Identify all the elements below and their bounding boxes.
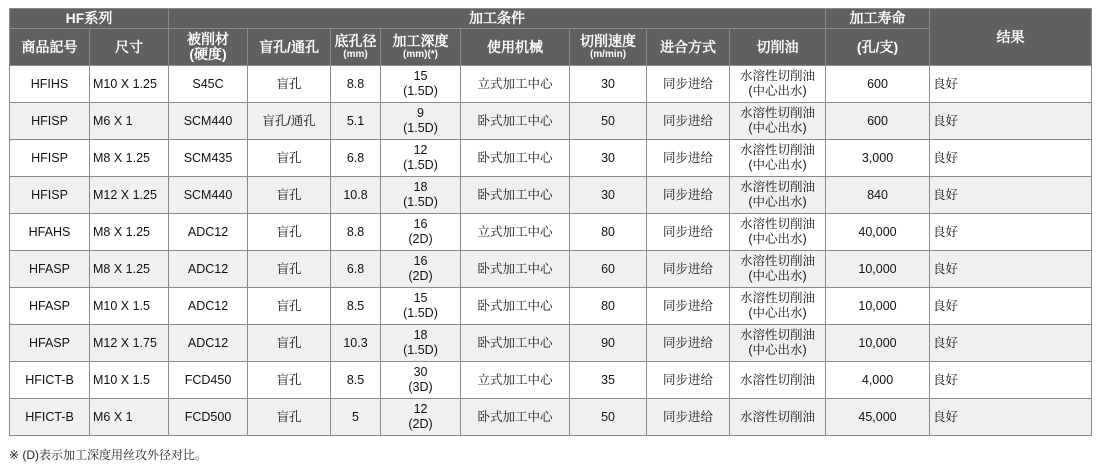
cell-result: 良好 [930, 325, 1092, 362]
cell-oil-note: (中心出水) [748, 84, 807, 98]
table-row [10, 66, 1092, 103]
cell-hole: 盲孔 [248, 177, 331, 214]
cell-material: SCM440 [169, 103, 248, 140]
cell-machine: 卧式加工中心 [461, 140, 570, 177]
cell-life: 600 [826, 103, 930, 140]
cell-material: SCM440 [169, 177, 248, 214]
header-oil: 切削油 [730, 29, 826, 66]
cell-depth [381, 140, 461, 177]
header-depth-label: 加工深度 [392, 32, 449, 49]
cell-oil-note: (中心出水) [748, 195, 807, 209]
header-speed [570, 29, 647, 66]
cell-feed: 同步进给 [647, 288, 730, 325]
cell-depth [381, 214, 461, 251]
cell-product: HFASP [10, 251, 90, 288]
cell-speed: 35 [570, 362, 647, 399]
cell-oil-note: (中心出水) [748, 158, 807, 172]
cell-feed: 同步进给 [647, 66, 730, 103]
header-size: 尺寸 [90, 29, 169, 66]
cell-speed: 80 [570, 288, 647, 325]
cell-result: 良好 [930, 103, 1092, 140]
cell-depth-value: 12 [413, 402, 428, 416]
cell-depth [381, 66, 461, 103]
cell-diameter: 5 [331, 399, 381, 436]
cell-material: FCD450 [169, 362, 248, 399]
header-speed-label: 切削速度 [580, 32, 637, 49]
cell-oil-note: (中心出水) [748, 306, 807, 320]
cell-diameter: 8.5 [331, 362, 381, 399]
cell-hole: 盲孔 [248, 66, 331, 103]
cell-size: M6 X 1 [90, 103, 169, 140]
cell-oil [730, 214, 826, 251]
table-row [10, 103, 1092, 140]
cell-oil [730, 288, 826, 325]
table-row [10, 399, 1092, 436]
cell-speed: 50 [570, 399, 647, 436]
cell-depth [381, 288, 461, 325]
cell-speed: 30 [570, 177, 647, 214]
header-group-life: 加工寿命 [826, 9, 930, 29]
cell-result: 良好 [930, 288, 1092, 325]
cell-depth-value: 12 [413, 143, 428, 157]
cell-hole: 盲孔 [248, 288, 331, 325]
footnote: ※ (D)表示加工深度用丝攻外径对比。 [9, 448, 208, 462]
header-speed-unit: (m/min) [589, 48, 627, 60]
cell-machine: 立式加工中心 [461, 362, 570, 399]
cell-depth [381, 399, 461, 436]
cell-oil-note: (中心出水) [748, 232, 807, 246]
header-machine: 使用机械 [461, 29, 570, 66]
cell-size: M12 X 1.25 [90, 177, 169, 214]
cell-oil-type: 水溶性切削油 [740, 143, 816, 157]
cell-oil-note: (中心出水) [748, 269, 807, 283]
cell-material: ADC12 [169, 214, 248, 251]
cell-material: S45C [169, 66, 248, 103]
cell-life: 840 [826, 177, 930, 214]
cell-product: HFASP [10, 325, 90, 362]
cell-hole: 盲孔 [248, 362, 331, 399]
cell-result: 良好 [930, 177, 1092, 214]
cell-machine: 卧式加工中心 [461, 399, 570, 436]
cell-oil-type: 水溶性切削油 [740, 409, 816, 424]
cell-oil-type: 水溶性切削油 [740, 254, 816, 268]
cell-depth-ratio: (1.5D) [403, 84, 438, 98]
cell-life: 4,000 [826, 362, 930, 399]
cell-result: 良好 [930, 66, 1092, 103]
cell-product: HFAHS [10, 214, 90, 251]
cell-depth-ratio: (1.5D) [403, 343, 438, 357]
cell-oil [730, 399, 826, 436]
cell-product: HFISP [10, 177, 90, 214]
cell-speed: 30 [570, 140, 647, 177]
header-product: 商品記号 [10, 29, 90, 66]
table-row [10, 140, 1092, 177]
cell-depth [381, 325, 461, 362]
cell-hole: 盲孔/通孔 [248, 103, 331, 140]
header-group-row [10, 9, 1092, 29]
cell-depth [381, 103, 461, 140]
cell-depth-value: 18 [413, 180, 428, 194]
header-diameter-unit: (mm) [343, 48, 368, 60]
cell-oil-note: (中心出水) [748, 121, 807, 135]
cell-product: HFICT-B [10, 399, 90, 436]
header-diameter-label: 底孔径 [334, 32, 377, 49]
cell-size: M10 X 1.5 [90, 288, 169, 325]
cell-size: M8 X 1.25 [90, 214, 169, 251]
cell-diameter: 10.3 [331, 325, 381, 362]
header-result: 结果 [930, 9, 1092, 66]
cell-depth-value: 16 [413, 217, 428, 231]
cell-result: 良好 [930, 399, 1092, 436]
cell-material: ADC12 [169, 288, 248, 325]
header-hole: 盲孔/通孔 [248, 29, 331, 66]
cell-diameter: 5.1 [331, 103, 381, 140]
cell-size: M8 X 1.25 [90, 251, 169, 288]
cell-machine: 立式加工中心 [461, 214, 570, 251]
cell-material: SCM435 [169, 140, 248, 177]
header-material-hardness: (硬度) [189, 46, 227, 62]
header-depth [381, 29, 461, 66]
table-row [10, 214, 1092, 251]
cell-depth-ratio: (2D) [408, 417, 433, 431]
cell-product: HFISP [10, 140, 90, 177]
cell-depth-ratio: (3D) [408, 380, 433, 394]
cell-depth [381, 251, 461, 288]
table-row [10, 288, 1092, 325]
cell-depth-value: 15 [413, 69, 428, 83]
header-material-label: 被削材 [187, 31, 230, 47]
results-table-container [9, 8, 1091, 436]
header-column-row [10, 29, 1092, 66]
cell-size: M12 X 1.75 [90, 325, 169, 362]
cell-life: 10,000 [826, 325, 930, 362]
cell-oil [730, 66, 826, 103]
header-material [169, 29, 248, 66]
cell-speed: 30 [570, 66, 647, 103]
cell-depth-ratio: (2D) [408, 269, 433, 283]
cell-life: 10,000 [826, 288, 930, 325]
cell-size: M8 X 1.25 [90, 140, 169, 177]
cell-depth-ratio: (1.5D) [403, 121, 438, 135]
cell-machine: 立式加工中心 [461, 66, 570, 103]
cell-machine: 卧式加工中心 [461, 325, 570, 362]
cell-result: 良好 [930, 140, 1092, 177]
cell-machine: 卧式加工中心 [461, 251, 570, 288]
cell-hole: 盲孔 [248, 214, 331, 251]
cell-feed: 同步进给 [647, 103, 730, 140]
cell-oil [730, 177, 826, 214]
cell-oil-note: (中心出水) [748, 343, 807, 357]
cell-product: HFIHS [10, 66, 90, 103]
cell-product: HFISP [10, 103, 90, 140]
cell-feed: 同步进给 [647, 177, 730, 214]
cell-speed: 50 [570, 103, 647, 140]
table-row [10, 362, 1092, 399]
cell-depth-ratio: (2D) [408, 232, 433, 246]
cell-oil-type: 水溶性切削油 [740, 291, 816, 305]
cell-life: 40,000 [826, 214, 930, 251]
cell-life: 3,000 [826, 140, 930, 177]
cell-hole: 盲孔 [248, 140, 331, 177]
table-row [10, 325, 1092, 362]
cell-oil-type: 水溶性切削油 [740, 217, 816, 231]
cell-feed: 同步进给 [647, 399, 730, 436]
cell-oil-type: 水溶性切削油 [740, 372, 816, 387]
cell-oil [730, 362, 826, 399]
cell-machine: 卧式加工中心 [461, 288, 570, 325]
cell-depth-ratio: (1.5D) [403, 158, 438, 172]
cell-diameter: 8.5 [331, 288, 381, 325]
cell-result: 良好 [930, 362, 1092, 399]
cell-depth-value: 30 [413, 365, 428, 379]
header-depth-unit: (mm)(*) [403, 48, 439, 60]
cell-depth-value: 18 [413, 328, 428, 342]
cell-depth [381, 177, 461, 214]
cell-size: M10 X 1.25 [90, 66, 169, 103]
cell-oil [730, 325, 826, 362]
header-life: (孔/支) [826, 29, 930, 66]
cell-depth-value: 9 [417, 106, 424, 120]
cell-result: 良好 [930, 214, 1092, 251]
header-diameter [331, 29, 381, 66]
cell-depth [381, 362, 461, 399]
cell-oil-type: 水溶性切削油 [740, 328, 816, 342]
cell-speed: 80 [570, 214, 647, 251]
cell-hole: 盲孔 [248, 399, 331, 436]
cell-machine: 卧式加工中心 [461, 103, 570, 140]
cell-life: 600 [826, 66, 930, 103]
cell-oil [730, 140, 826, 177]
cell-material: ADC12 [169, 251, 248, 288]
table-body [10, 66, 1092, 436]
cell-hole: 盲孔 [248, 325, 331, 362]
table-row [10, 251, 1092, 288]
cell-size: M10 X 1.5 [90, 362, 169, 399]
cell-diameter: 8.8 [331, 214, 381, 251]
cell-product: HFASP [10, 288, 90, 325]
table-row [10, 177, 1092, 214]
cell-speed: 60 [570, 251, 647, 288]
cell-feed: 同步进给 [647, 214, 730, 251]
cell-feed: 同步进给 [647, 362, 730, 399]
cell-depth-ratio: (1.5D) [403, 306, 438, 320]
cell-oil-type: 水溶性切削油 [740, 180, 816, 194]
cell-product: HFICT-B [10, 362, 90, 399]
cell-feed: 同步进给 [647, 325, 730, 362]
cell-depth-value: 15 [413, 291, 428, 305]
header-group-conditions: 加工条件 [169, 9, 826, 29]
cell-diameter: 10.8 [331, 177, 381, 214]
header-group-hf: HF系列 [10, 9, 169, 29]
cell-material: FCD500 [169, 399, 248, 436]
tapping-results-table [9, 8, 1092, 436]
cell-material: ADC12 [169, 325, 248, 362]
cell-oil-type: 水溶性切削油 [740, 69, 816, 83]
cell-oil [730, 251, 826, 288]
cell-size: M6 X 1 [90, 399, 169, 436]
cell-diameter: 8.8 [331, 66, 381, 103]
cell-diameter: 6.8 [331, 140, 381, 177]
cell-result: 良好 [930, 251, 1092, 288]
cell-life: 45,000 [826, 399, 930, 436]
cell-depth-ratio: (1.5D) [403, 195, 438, 209]
cell-feed: 同步进给 [647, 140, 730, 177]
cell-life: 10,000 [826, 251, 930, 288]
cell-hole: 盲孔 [248, 251, 331, 288]
cell-oil-type: 水溶性切削油 [740, 106, 816, 120]
cell-diameter: 6.8 [331, 251, 381, 288]
cell-oil [730, 103, 826, 140]
cell-depth-value: 16 [413, 254, 428, 268]
cell-feed: 同步进给 [647, 251, 730, 288]
cell-machine: 卧式加工中心 [461, 177, 570, 214]
header-feed: 进合方式 [647, 29, 730, 66]
cell-speed: 90 [570, 325, 647, 362]
